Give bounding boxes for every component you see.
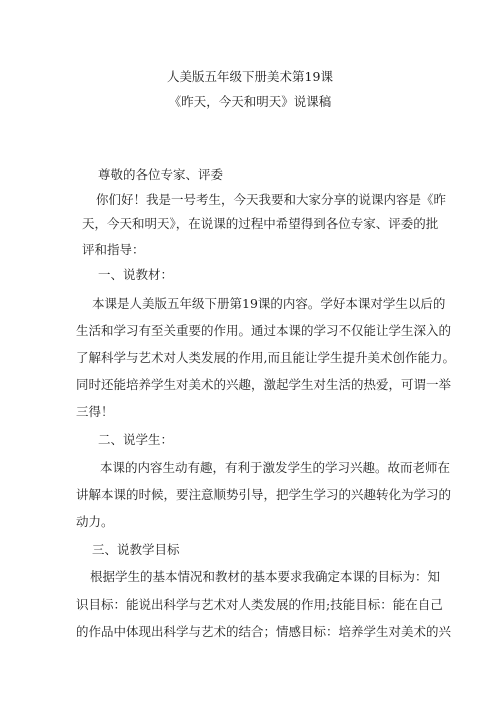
document-title-line1: 人美版五年级下册美术第19课 [167,69,333,84]
section2-body-line: 本课的内容生动有趣，有利于激发学生的学习兴趣。故而老师在 [100,460,451,475]
section2-body-line: 讲解本课的时候，要注意顺势引导，把学生学习的兴趣转化为学习的 [76,487,452,502]
section1-body-line: 本课是人美版五年级下册第19课的内容。学好本课对学生以后的 [92,296,446,311]
section3-body-line: 识目标：能说出科学与艺术对人类发展的作用;技能目标：能在自己 [76,597,443,612]
greeting: 尊敬的各位专家、评委 [98,167,224,182]
section2-body-line: 动力。 [76,514,114,529]
section3-heading: 三、说教学目标 [92,542,180,557]
intro-line: 天，今天和明天》，在说课的过程中希望得到各位专家、评委的批 [82,216,439,231]
section3-body-line: 根据学生的基本情况和教材的基本要求我确定本课的目标为：知 [90,569,441,584]
document-title-line2: 《昨天，今天和明天》说课稿 [168,94,332,109]
section1-body-line: 生活和学习有至关重要的作用。通过本课的学习不仅能让学生深入的 [76,323,452,338]
intro-line: 你们好！我是一号考生，今天我要和大家分享的说课内容是《昨 [96,192,447,207]
section1-heading: 一、说教材： [98,267,174,282]
intro-line: 评和指导： [82,242,145,257]
section1-body-line: 同时还能培养学生对美术的兴趣，激起学生对生活的热爱，可谓一举 [76,377,452,392]
section2-heading: 二、说学生： [98,432,174,447]
section1-body-line: 三得！ [76,404,114,419]
section3-body-line: 的作品中体现出科学与艺术的结合；情感目标：培养学生对美术的兴 [76,624,452,639]
section1-body-line: 了解科学与艺术对人类发展的作用,而且能让学生提升美术创作能力。 [76,350,455,365]
